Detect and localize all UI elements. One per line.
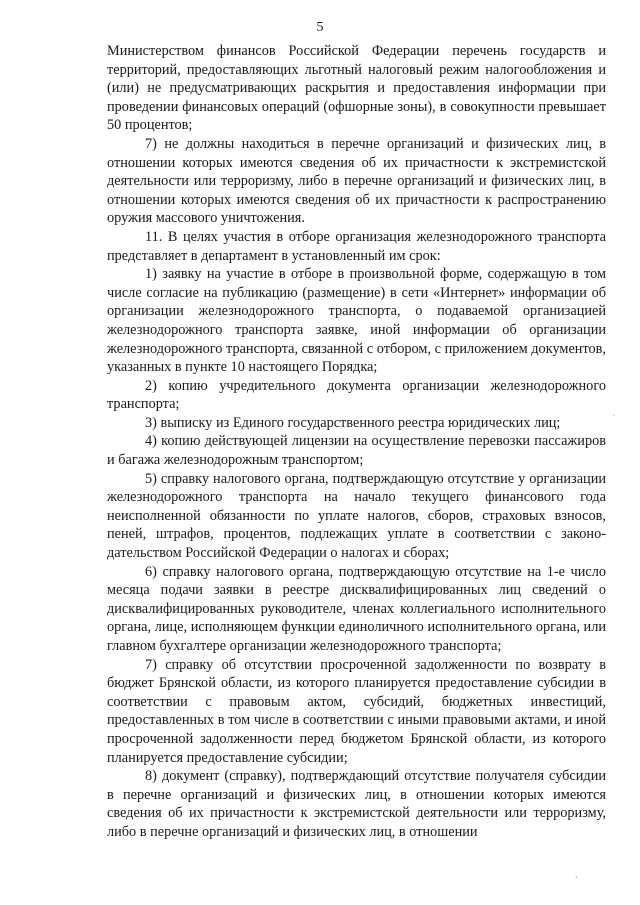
document-body	[107, 42, 606, 842]
paragraph-text: копию действующей лицензии на осуществление перевозки пассажиров и багажа железнодорожным транспортом;	[107, 433, 607, 469]
paragraph-text: справку налогового органа, подтверждающую отсутствие у организации железнодорожного транспорта на начало текущего финансового года неисполненной обязанности по уплате налогов, сборов, страховых взносов, пеней, штрафов, процентов, подлежащих уплате в соответствии с законодательством Российской Федерации о налогах и сборах;	[107, 470, 607, 562]
paragraph-3	[107, 228, 606, 265]
paragraph-4	[107, 265, 606, 377]
paragraph-8	[107, 470, 606, 563]
page-number: 5	[316, 20, 324, 35]
paragraph-1	[107, 42, 606, 135]
paragraph-text: Министерством финансов Российской Федерации перечень государств и территорий, предоставляющих льготный налоговый режим налогообложения и (или) не предусматривающих раскрытия и предоставления информации при проведении финансовых операций (офшорные зоны), в совокупности превышает 50 процентов;	[107, 43, 606, 134]
list-marker: 6)	[145, 563, 157, 580]
paragraph-text: документ (справку), подтверждающий отсутствие получателя субсидии в перечне организаций и физических лиц, в отношении которых имеются сведения об их причастности к экстремистской деятельности или терроризму, либо в перечне организаций и физических лиц, в отношении	[107, 768, 606, 840]
paragraph-text: копию учредительного документа организации железнодорожного транспорта;	[107, 377, 606, 413]
paragraph-text: справку об отсутствии просроченной задолженности по возврату в бюджет Брянской области, из которого планируется предоставление субсидии в соответствии с правовым актом, субсидий, бюджетных инвестиций, предоставленных в том числе в соответствии с иными правовыми актами, и иной просроченной задолженности перед бюджетом Брянской области, из которого планируется предоставление субсидии;	[107, 656, 607, 766]
list-marker: 3)	[145, 414, 157, 431]
scan-artifact-mark: ,	[575, 869, 578, 880]
paragraph-7	[107, 432, 606, 469]
list-marker: 8)	[145, 768, 157, 785]
paragraph-10	[107, 656, 606, 768]
paragraph-2	[107, 135, 606, 228]
paragraph-text: справку налогового органа, подтверждающую отсутствие на 1-е число месяца подачи заявки в реестре дисквалифицированных лиц сведений о дисквалифицированных руководителе, членах коллегиального исполнительного органа, лице, исполняющем функции единоличного исполнительного органа, или главном бухгалтере организации железнодорожного транспорта;	[107, 563, 606, 654]
list-marker: 1)	[145, 266, 157, 283]
paragraph-11	[107, 767, 606, 841]
paragraph-5	[107, 377, 606, 414]
paragraph-text: В целях участия в отборе организация железнодорожного транспорта представляет в департамент в установленный им срок:	[107, 228, 606, 264]
paragraph-6	[107, 414, 606, 433]
paragraph-text: выписку из Единого государственного реестра юридических лиц;	[160, 414, 561, 431]
list-marker: 5)	[145, 470, 157, 487]
scan-artifact-mark: ·	[612, 411, 616, 422]
paragraph-9	[107, 563, 606, 656]
paragraph-text: заявку на участие в отборе в произвольной форме, содержащую в том числе согласие на публикацию (размещение) в сети «Интернет» информации об организации железнодорожного транспорта, о подаваемой организацией железнодорожного транспорта заявке, иной информации об организации железнодорожного транспорта, связанной с отбором, с приложением документов, указанных в пункте 10 настоящего Порядка;	[107, 266, 606, 376]
list-marker: 2)	[145, 377, 157, 394]
paragraph-text: не должны находиться в перечне организаций и физических лиц, в отношении которых имеются сведения об их причастности к экстремистской деятельности или терроризму, либо в перечне организаций и физических лиц, в отношении которых имеются сведения об их причастности к распространению оружия массового уничтожения.	[107, 135, 606, 227]
section-number: 11.	[145, 228, 163, 245]
list-marker: 4)	[145, 433, 157, 450]
list-marker: 7)	[145, 656, 157, 673]
list-marker: 7)	[145, 135, 157, 152]
